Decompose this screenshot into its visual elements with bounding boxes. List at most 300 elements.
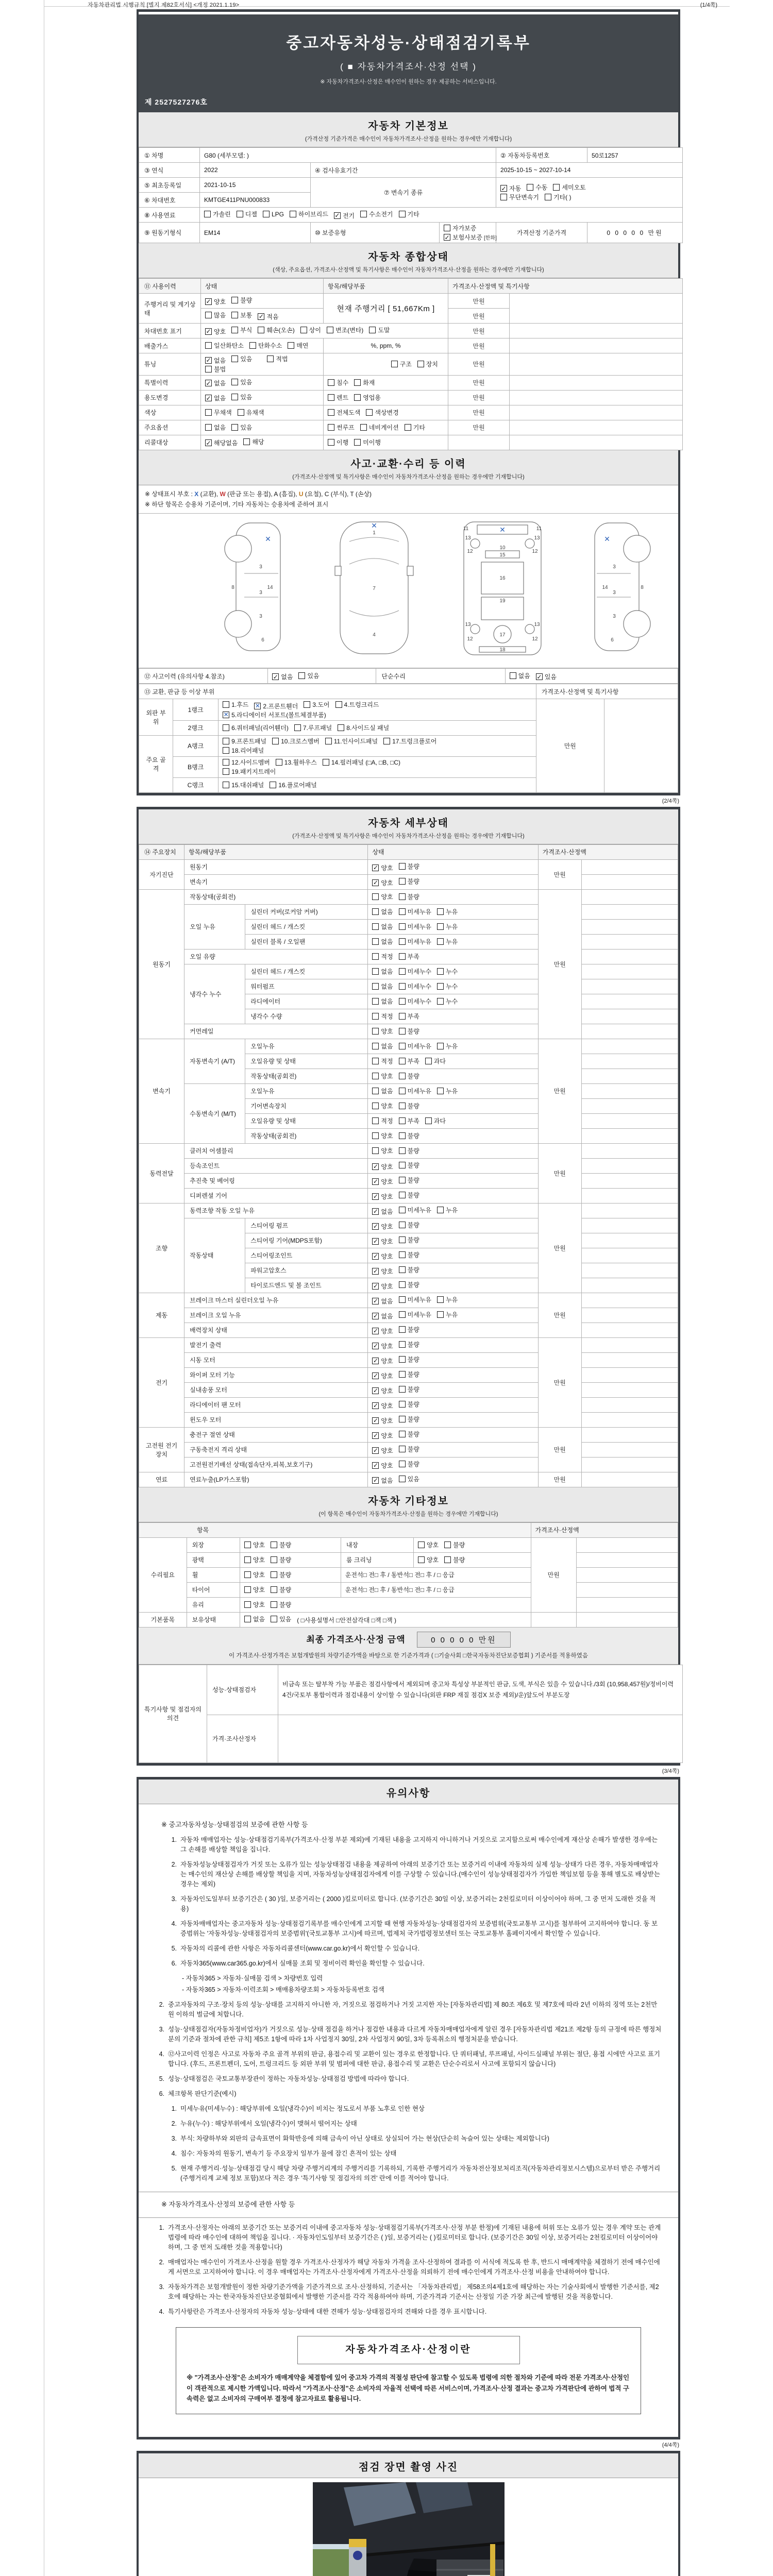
checkbox-box[interactable]: ✓ xyxy=(373,1327,378,1335)
checkbox-양호[interactable] xyxy=(372,1446,393,1455)
checkbox-기타[interactable] xyxy=(405,423,425,432)
checkbox-17.트렁크플로어[interactable] xyxy=(383,737,436,745)
checkbox-box[interactable] xyxy=(244,1616,251,1622)
checkbox-box[interactable] xyxy=(399,938,406,945)
checkbox-양호[interactable] xyxy=(244,1570,265,1579)
checkbox-box[interactable] xyxy=(372,1132,379,1139)
checkbox-해당[interactable] xyxy=(243,437,264,446)
checkbox-양호[interactable] xyxy=(372,1146,393,1155)
checkbox-누유[interactable] xyxy=(437,1042,458,1050)
checkbox-불량[interactable] xyxy=(271,1600,291,1609)
checkbox-양호[interactable] xyxy=(372,1131,393,1140)
checkbox-box[interactable] xyxy=(360,424,367,431)
checkbox-양호[interactable] xyxy=(372,1027,393,1036)
checkbox-하이브리드[interactable] xyxy=(290,210,328,218)
checkbox-box[interactable] xyxy=(399,1028,406,1035)
checkbox-box[interactable] xyxy=(527,184,533,191)
checkbox-12.사이드멤버[interactable] xyxy=(223,758,270,767)
checkbox-불량[interactable] xyxy=(399,1370,419,1379)
checkbox-box[interactable] xyxy=(328,394,334,401)
checkbox-box[interactable]: ✓ xyxy=(206,439,211,447)
checkbox-box[interactable] xyxy=(399,1296,406,1303)
checkbox-box[interactable] xyxy=(437,1088,444,1094)
checkbox-box[interactable] xyxy=(399,1401,406,1408)
checkbox-불량[interactable] xyxy=(399,1400,419,1409)
checkbox-box[interactable] xyxy=(205,409,212,416)
checkbox-탄화수소[interactable] xyxy=(249,341,282,350)
checkbox-없음[interactable] xyxy=(205,356,226,365)
checkbox-미세누유[interactable] xyxy=(399,937,431,946)
checkbox-box[interactable]: ✓ xyxy=(206,379,211,387)
checkbox-없음[interactable] xyxy=(372,1476,393,1485)
checkbox-없음[interactable] xyxy=(244,1615,265,1623)
checkbox-box[interactable]: ✓ xyxy=(373,1357,378,1365)
checkbox-box[interactable] xyxy=(369,327,376,333)
checkbox-box[interactable]: ✓ xyxy=(373,1282,378,1290)
checkbox-box[interactable] xyxy=(553,184,560,191)
checkbox-누유[interactable] xyxy=(437,1087,458,1095)
checkbox-양호[interactable] xyxy=(372,1162,393,1171)
checkbox-양호[interactable] xyxy=(372,1222,393,1231)
checkbox-렌트[interactable] xyxy=(328,393,348,402)
checkbox-box[interactable] xyxy=(372,893,379,900)
checkbox-해당없음[interactable] xyxy=(205,438,238,447)
checkbox-유채색[interactable] xyxy=(238,408,264,417)
checkbox-box[interactable] xyxy=(399,1236,406,1243)
checkbox-양호[interactable] xyxy=(372,1357,393,1365)
checkbox-box[interactable] xyxy=(399,953,406,960)
checkbox-box[interactable] xyxy=(294,724,301,731)
checkbox-box[interactable] xyxy=(271,1586,277,1593)
checkbox-box[interactable] xyxy=(399,1371,406,1378)
checkbox-없음[interactable] xyxy=(372,967,393,976)
checkbox-적정[interactable] xyxy=(372,1012,393,1021)
checkbox-box[interactable] xyxy=(372,968,379,975)
checkbox-장치[interactable] xyxy=(417,360,438,368)
checkbox-box[interactable] xyxy=(223,759,229,766)
checkbox-없음[interactable] xyxy=(372,982,393,991)
checkbox-구조[interactable] xyxy=(391,360,412,368)
checkbox-box[interactable] xyxy=(399,1147,406,1154)
checkbox-box[interactable] xyxy=(372,1088,379,1094)
checkbox-box[interactable] xyxy=(372,998,379,1005)
checkbox-미세누유[interactable] xyxy=(399,1295,431,1304)
checkbox-box[interactable] xyxy=(243,438,250,445)
checkbox-불량[interactable] xyxy=(399,1445,419,1453)
checkbox-과다[interactable] xyxy=(425,1116,446,1125)
checkbox-box[interactable] xyxy=(425,1117,432,1124)
checkbox-box[interactable] xyxy=(205,342,212,349)
checkbox-box[interactable] xyxy=(437,938,444,945)
checkbox-box[interactable] xyxy=(399,998,406,1005)
checkbox-box[interactable] xyxy=(399,968,406,975)
checkbox-적법[interactable] xyxy=(267,354,288,363)
checkbox-box[interactable] xyxy=(231,379,238,385)
checkbox-양호[interactable] xyxy=(372,1252,393,1261)
checkbox-box[interactable] xyxy=(399,1281,406,1288)
checkbox-없음[interactable] xyxy=(205,379,226,387)
checkbox-없음[interactable] xyxy=(205,394,226,402)
checkbox-있음[interactable] xyxy=(536,672,557,681)
checkbox-기타( )[interactable] xyxy=(545,193,572,201)
checkbox-미이행[interactable] xyxy=(354,438,381,447)
checkbox-누유[interactable] xyxy=(437,1310,458,1319)
checkbox-양호[interactable] xyxy=(244,1555,265,1564)
checkbox-box[interactable] xyxy=(399,211,406,217)
checkbox-box[interactable] xyxy=(300,327,307,333)
checkbox-box[interactable] xyxy=(444,1556,451,1563)
checkbox-양호[interactable] xyxy=(418,1540,439,1549)
checkbox-9.프론트패널[interactable] xyxy=(223,737,266,745)
checkbox-box[interactable] xyxy=(399,1192,406,1198)
checkbox-box[interactable] xyxy=(372,1043,379,1049)
checkbox-box[interactable] xyxy=(399,1177,406,1183)
checkbox-box[interactable] xyxy=(399,1326,406,1333)
checkbox-없음[interactable] xyxy=(510,671,530,680)
checkbox-box[interactable] xyxy=(399,1103,406,1109)
checkbox-불량[interactable] xyxy=(231,296,252,304)
checkbox-box[interactable] xyxy=(437,1296,444,1303)
checkbox-box[interactable] xyxy=(354,394,361,401)
checkbox-누수[interactable] xyxy=(437,967,458,976)
checkbox-box[interactable] xyxy=(288,342,294,349)
checkbox-불량[interactable] xyxy=(399,1191,419,1199)
checkbox-LPG[interactable] xyxy=(263,211,284,218)
checkbox-box[interactable]: ✓ xyxy=(373,1208,378,1215)
checkbox-세미오토[interactable] xyxy=(553,183,585,192)
checkbox-미세누수[interactable] xyxy=(399,982,431,991)
checkbox-미세누유[interactable] xyxy=(399,907,431,916)
checkbox-box[interactable]: ✓ xyxy=(373,879,378,887)
checkbox-box[interactable] xyxy=(223,768,229,775)
checkbox-불량[interactable] xyxy=(399,1430,419,1438)
checkbox-box[interactable] xyxy=(372,1073,379,1079)
checkbox-불량[interactable] xyxy=(399,1161,419,1170)
checkbox-box[interactable]: ✓ xyxy=(373,1342,378,1350)
checkbox-미세누유[interactable] xyxy=(399,1087,431,1095)
checkbox-적정[interactable] xyxy=(372,952,393,961)
checkbox-box[interactable] xyxy=(267,355,274,362)
checkbox-기타[interactable] xyxy=(399,210,419,218)
checkbox-미세누유[interactable] xyxy=(399,1310,431,1319)
checkbox-누수[interactable] xyxy=(437,997,458,1006)
checkbox-13.휠하우스[interactable] xyxy=(276,758,317,767)
checkbox-없음[interactable] xyxy=(372,1312,393,1320)
checkbox-box[interactable] xyxy=(399,983,406,990)
checkbox-양호[interactable] xyxy=(372,1461,393,1470)
checkbox-전기[interactable] xyxy=(334,211,355,220)
checkbox-box[interactable] xyxy=(399,878,406,885)
checkbox-1.후드[interactable] xyxy=(223,700,248,709)
checkbox-6.쿼터패널(리어휀더)[interactable] xyxy=(223,723,289,732)
checkbox-box[interactable] xyxy=(231,424,238,431)
checkbox-box[interactable] xyxy=(223,738,229,744)
checkbox-box[interactable] xyxy=(399,1132,406,1139)
checkbox-양호[interactable] xyxy=(372,863,393,872)
checkbox-양호[interactable] xyxy=(372,1177,393,1186)
checkbox-양호[interactable] xyxy=(244,1540,265,1549)
checkbox-box[interactable] xyxy=(328,439,334,446)
checkbox-불량[interactable] xyxy=(399,1355,419,1364)
checkbox-box[interactable] xyxy=(545,194,551,200)
checkbox-불량[interactable] xyxy=(399,862,419,871)
checkbox-양호[interactable] xyxy=(372,1386,393,1395)
checkbox-box[interactable] xyxy=(399,1311,406,1318)
checkbox-부식[interactable] xyxy=(231,326,252,334)
checkbox-box[interactable] xyxy=(271,1541,277,1548)
checkbox-box[interactable] xyxy=(399,1088,406,1094)
checkbox-10.크로스멤버[interactable] xyxy=(272,737,320,745)
checkbox-box[interactable] xyxy=(399,908,406,915)
checkbox-양호[interactable] xyxy=(372,1416,393,1425)
checkbox-box[interactable]: ✓ xyxy=(444,233,450,241)
checkbox-불량[interactable] xyxy=(444,1555,465,1564)
checkbox-box[interactable]: ✓ xyxy=(373,1372,378,1380)
checkbox-box[interactable] xyxy=(372,923,379,930)
checkbox-box[interactable] xyxy=(399,1446,406,1452)
checkbox-11.인사이드패널[interactable] xyxy=(325,737,378,745)
checkbox-없음[interactable] xyxy=(372,922,393,931)
checkbox-box[interactable]: ✓ xyxy=(373,1163,378,1171)
checkbox-box[interactable] xyxy=(298,672,305,679)
checkbox-불량[interactable] xyxy=(271,1540,291,1549)
checkbox-16.플로어패널[interactable] xyxy=(270,781,317,789)
checkbox-box[interactable]: ✓ xyxy=(206,298,211,306)
checkbox-box[interactable] xyxy=(204,211,211,217)
checkbox-누수[interactable] xyxy=(437,982,458,991)
checkbox-box[interactable] xyxy=(231,355,238,362)
checkbox-box[interactable] xyxy=(399,1251,406,1258)
checkbox-box[interactable] xyxy=(237,211,243,217)
checkbox-box[interactable] xyxy=(223,747,229,754)
checkbox-box[interactable] xyxy=(205,366,212,372)
checkbox-box[interactable] xyxy=(399,1117,406,1124)
checkbox-box[interactable] xyxy=(238,409,244,416)
checkbox-box[interactable]: ✓ xyxy=(206,357,211,364)
checkbox-box[interactable] xyxy=(399,1043,406,1049)
checkbox-box[interactable]: ✓ xyxy=(373,1297,378,1305)
checkbox-양호[interactable] xyxy=(372,1401,393,1410)
checkbox-box[interactable]: ✓ xyxy=(258,313,264,320)
checkbox-불량[interactable] xyxy=(399,1146,419,1155)
checkbox-침수[interactable] xyxy=(328,378,348,387)
checkbox-있음[interactable] xyxy=(231,423,252,432)
checkbox-box[interactable] xyxy=(372,1117,379,1124)
checkbox-box[interactable] xyxy=(372,1103,379,1109)
checkbox-양호[interactable] xyxy=(372,1072,393,1080)
checkbox-색상변경[interactable] xyxy=(366,408,398,417)
checkbox-4.트렁크리드[interactable] xyxy=(335,700,379,709)
checkbox-자가보증[interactable] xyxy=(444,224,476,232)
checkbox-14.필러패널 (□A, □B, □C)[interactable] xyxy=(323,758,400,767)
checkbox-양호[interactable] xyxy=(372,1342,393,1350)
checkbox-box[interactable] xyxy=(444,225,450,231)
checkbox-불량[interactable] xyxy=(271,1585,291,1594)
checkbox-가솔린[interactable] xyxy=(204,210,231,218)
checkbox-box[interactable] xyxy=(270,782,276,788)
checkbox-불량[interactable] xyxy=(399,1325,419,1334)
checkbox-불량[interactable] xyxy=(399,1460,419,1468)
checkbox-적음[interactable] xyxy=(258,312,278,321)
checkbox-box[interactable] xyxy=(372,953,379,960)
checkbox-box[interactable] xyxy=(276,759,282,766)
checkbox-box[interactable]: ✓ xyxy=(501,184,507,192)
checkbox-box[interactable] xyxy=(500,194,507,200)
checkbox-box[interactable] xyxy=(271,1571,277,1578)
checkbox-box[interactable] xyxy=(399,1058,406,1064)
checkbox-box[interactable] xyxy=(399,1341,406,1348)
checkbox-box[interactable]: ✓ xyxy=(373,1178,378,1185)
checkbox-있음[interactable] xyxy=(271,1615,291,1623)
checkbox-box[interactable] xyxy=(327,327,333,333)
checkbox-box[interactable]: ✓ xyxy=(536,673,542,681)
checkbox-없음[interactable] xyxy=(372,1042,393,1050)
checkbox-부족[interactable] xyxy=(399,1116,419,1125)
checkbox-box[interactable] xyxy=(205,424,212,431)
checkbox-box[interactable]: ✓ xyxy=(373,1387,378,1395)
checkbox-불량[interactable] xyxy=(399,892,419,901)
checkbox-box[interactable] xyxy=(244,1586,251,1593)
checkbox-box[interactable] xyxy=(271,1601,277,1608)
checkbox-box[interactable] xyxy=(399,1356,406,1363)
checkbox-불량[interactable] xyxy=(271,1570,291,1579)
checkbox-양호[interactable] xyxy=(372,1431,393,1440)
checkbox-양호[interactable] xyxy=(205,297,226,306)
checkbox-box[interactable]: ✓ xyxy=(373,1223,378,1230)
checkbox-box[interactable] xyxy=(290,211,296,217)
checkbox-box[interactable] xyxy=(437,968,444,975)
checkbox-box[interactable] xyxy=(360,211,367,217)
checkbox-불량[interactable] xyxy=(399,1250,419,1259)
checkbox-부족[interactable] xyxy=(399,1057,419,1065)
checkbox-box[interactable] xyxy=(391,361,398,367)
checkbox-누유[interactable] xyxy=(437,1206,458,1214)
checkbox-19.패키지트레이[interactable] xyxy=(223,767,276,776)
checkbox-box[interactable] xyxy=(354,439,361,446)
checkbox-box[interactable] xyxy=(418,1541,425,1548)
checkbox-box[interactable]: ✓ xyxy=(373,1238,378,1245)
checkbox-없음[interactable] xyxy=(372,1297,393,1306)
checkbox-없음[interactable] xyxy=(372,1087,393,1095)
checkbox-box[interactable] xyxy=(231,394,238,400)
checkbox-영업용[interactable] xyxy=(354,393,381,402)
checkbox-보통[interactable] xyxy=(231,311,252,319)
checkbox-양호[interactable] xyxy=(372,1267,393,1276)
checkbox-화재[interactable] xyxy=(354,378,375,387)
checkbox-불량[interactable] xyxy=(399,1280,419,1289)
checkbox-불량[interactable] xyxy=(399,1101,419,1110)
checkbox-box[interactable] xyxy=(249,342,256,349)
checkbox-양호[interactable] xyxy=(372,1192,393,1201)
checkbox-미세누유[interactable] xyxy=(399,1042,431,1050)
checkbox-box[interactable] xyxy=(372,1013,379,1020)
checkbox-box[interactable] xyxy=(354,379,361,386)
checkbox-자동[interactable] xyxy=(500,184,521,193)
checkbox-box[interactable] xyxy=(328,409,334,416)
checkbox-양호[interactable] xyxy=(372,1101,393,1110)
checkbox-box[interactable] xyxy=(437,908,444,915)
checkbox-box[interactable] xyxy=(437,923,444,930)
checkbox-box[interactable] xyxy=(231,297,238,303)
checkbox-box[interactable] xyxy=(437,983,444,990)
checkbox-box[interactable]: ✓ xyxy=(373,1252,378,1260)
checkbox-box[interactable] xyxy=(304,701,310,708)
checkbox-누유[interactable] xyxy=(437,937,458,946)
checkbox-box[interactable] xyxy=(223,701,229,708)
checkbox-보험사보증[interactable] xyxy=(444,233,497,242)
checkbox-box[interactable]: ✓ xyxy=(373,1447,378,1454)
checkbox-box[interactable] xyxy=(418,1556,425,1563)
checkbox-box[interactable] xyxy=(223,782,229,788)
checkbox-매연[interactable] xyxy=(288,341,308,350)
checkbox-3.도어[interactable] xyxy=(304,700,329,709)
checkbox-불량[interactable] xyxy=(399,1176,419,1184)
checkbox-box[interactable] xyxy=(383,738,390,744)
checkbox-box[interactable] xyxy=(372,908,379,915)
checkbox-box[interactable] xyxy=(328,424,334,431)
checkbox-있음[interactable] xyxy=(298,671,319,680)
checkbox-변조(변타)[interactable] xyxy=(327,326,363,334)
checkbox-부족[interactable] xyxy=(399,952,419,961)
checkbox-양호[interactable] xyxy=(244,1600,265,1609)
checkbox-없음[interactable] xyxy=(272,672,293,681)
checkbox-없음[interactable] xyxy=(205,423,226,432)
checkbox-적정[interactable] xyxy=(372,1057,393,1065)
checkbox-box[interactable] xyxy=(335,701,342,708)
checkbox-불법[interactable] xyxy=(205,365,226,374)
checkbox-box[interactable] xyxy=(399,893,406,900)
checkbox-불량[interactable] xyxy=(399,1131,419,1140)
checkbox-box[interactable] xyxy=(205,312,212,318)
checkbox-box[interactable] xyxy=(244,1601,251,1608)
checkbox-box[interactable] xyxy=(372,1147,379,1154)
checkbox-box[interactable] xyxy=(244,1571,251,1578)
checkbox-box[interactable]: ✓ xyxy=(373,1267,378,1275)
checkbox-있음[interactable] xyxy=(399,1475,419,1483)
checkbox-7.루프패널[interactable] xyxy=(294,723,332,732)
checkbox-box[interactable] xyxy=(399,923,406,930)
checkbox-양호[interactable] xyxy=(372,1371,393,1380)
checkbox-box[interactable]: ✓ xyxy=(373,1462,378,1469)
checkbox-과다[interactable] xyxy=(425,1057,446,1065)
checkbox-많음[interactable] xyxy=(205,311,226,319)
checkbox-없음[interactable] xyxy=(372,1207,393,1216)
checkbox-불량[interactable] xyxy=(399,1415,419,1423)
checkbox-무채색[interactable] xyxy=(205,408,232,417)
checkbox-일산화탄소[interactable] xyxy=(205,341,244,350)
checkbox-box[interactable] xyxy=(399,1476,406,1482)
checkbox-box[interactable]: ✓ xyxy=(373,864,378,872)
checkbox-양호[interactable] xyxy=(418,1555,439,1564)
checkbox-불량[interactable] xyxy=(399,877,419,886)
checkbox-box[interactable]: ✓ xyxy=(334,212,340,219)
checkbox-수소전기[interactable] xyxy=(360,210,393,218)
checkbox-box[interactable] xyxy=(372,983,379,990)
checkbox-box[interactable]: ✓ xyxy=(273,673,278,681)
checkbox-box[interactable]: ✓ xyxy=(373,1402,378,1410)
checkbox-미세누수[interactable] xyxy=(399,997,431,1006)
checkbox-불량[interactable] xyxy=(399,1340,419,1349)
checkbox-양호[interactable] xyxy=(244,1585,265,1594)
checkbox-불량[interactable] xyxy=(399,1027,419,1036)
checkbox-box[interactable] xyxy=(258,327,264,333)
checkbox-box[interactable] xyxy=(405,424,411,431)
checkbox-2.프론트휀더[interactable] xyxy=(254,702,298,710)
checkbox-불량[interactable] xyxy=(399,1265,419,1274)
checkbox-box[interactable]: ✓ xyxy=(206,328,211,335)
checkbox-썬루프[interactable] xyxy=(328,423,355,432)
checkbox-box[interactable] xyxy=(399,1416,406,1422)
